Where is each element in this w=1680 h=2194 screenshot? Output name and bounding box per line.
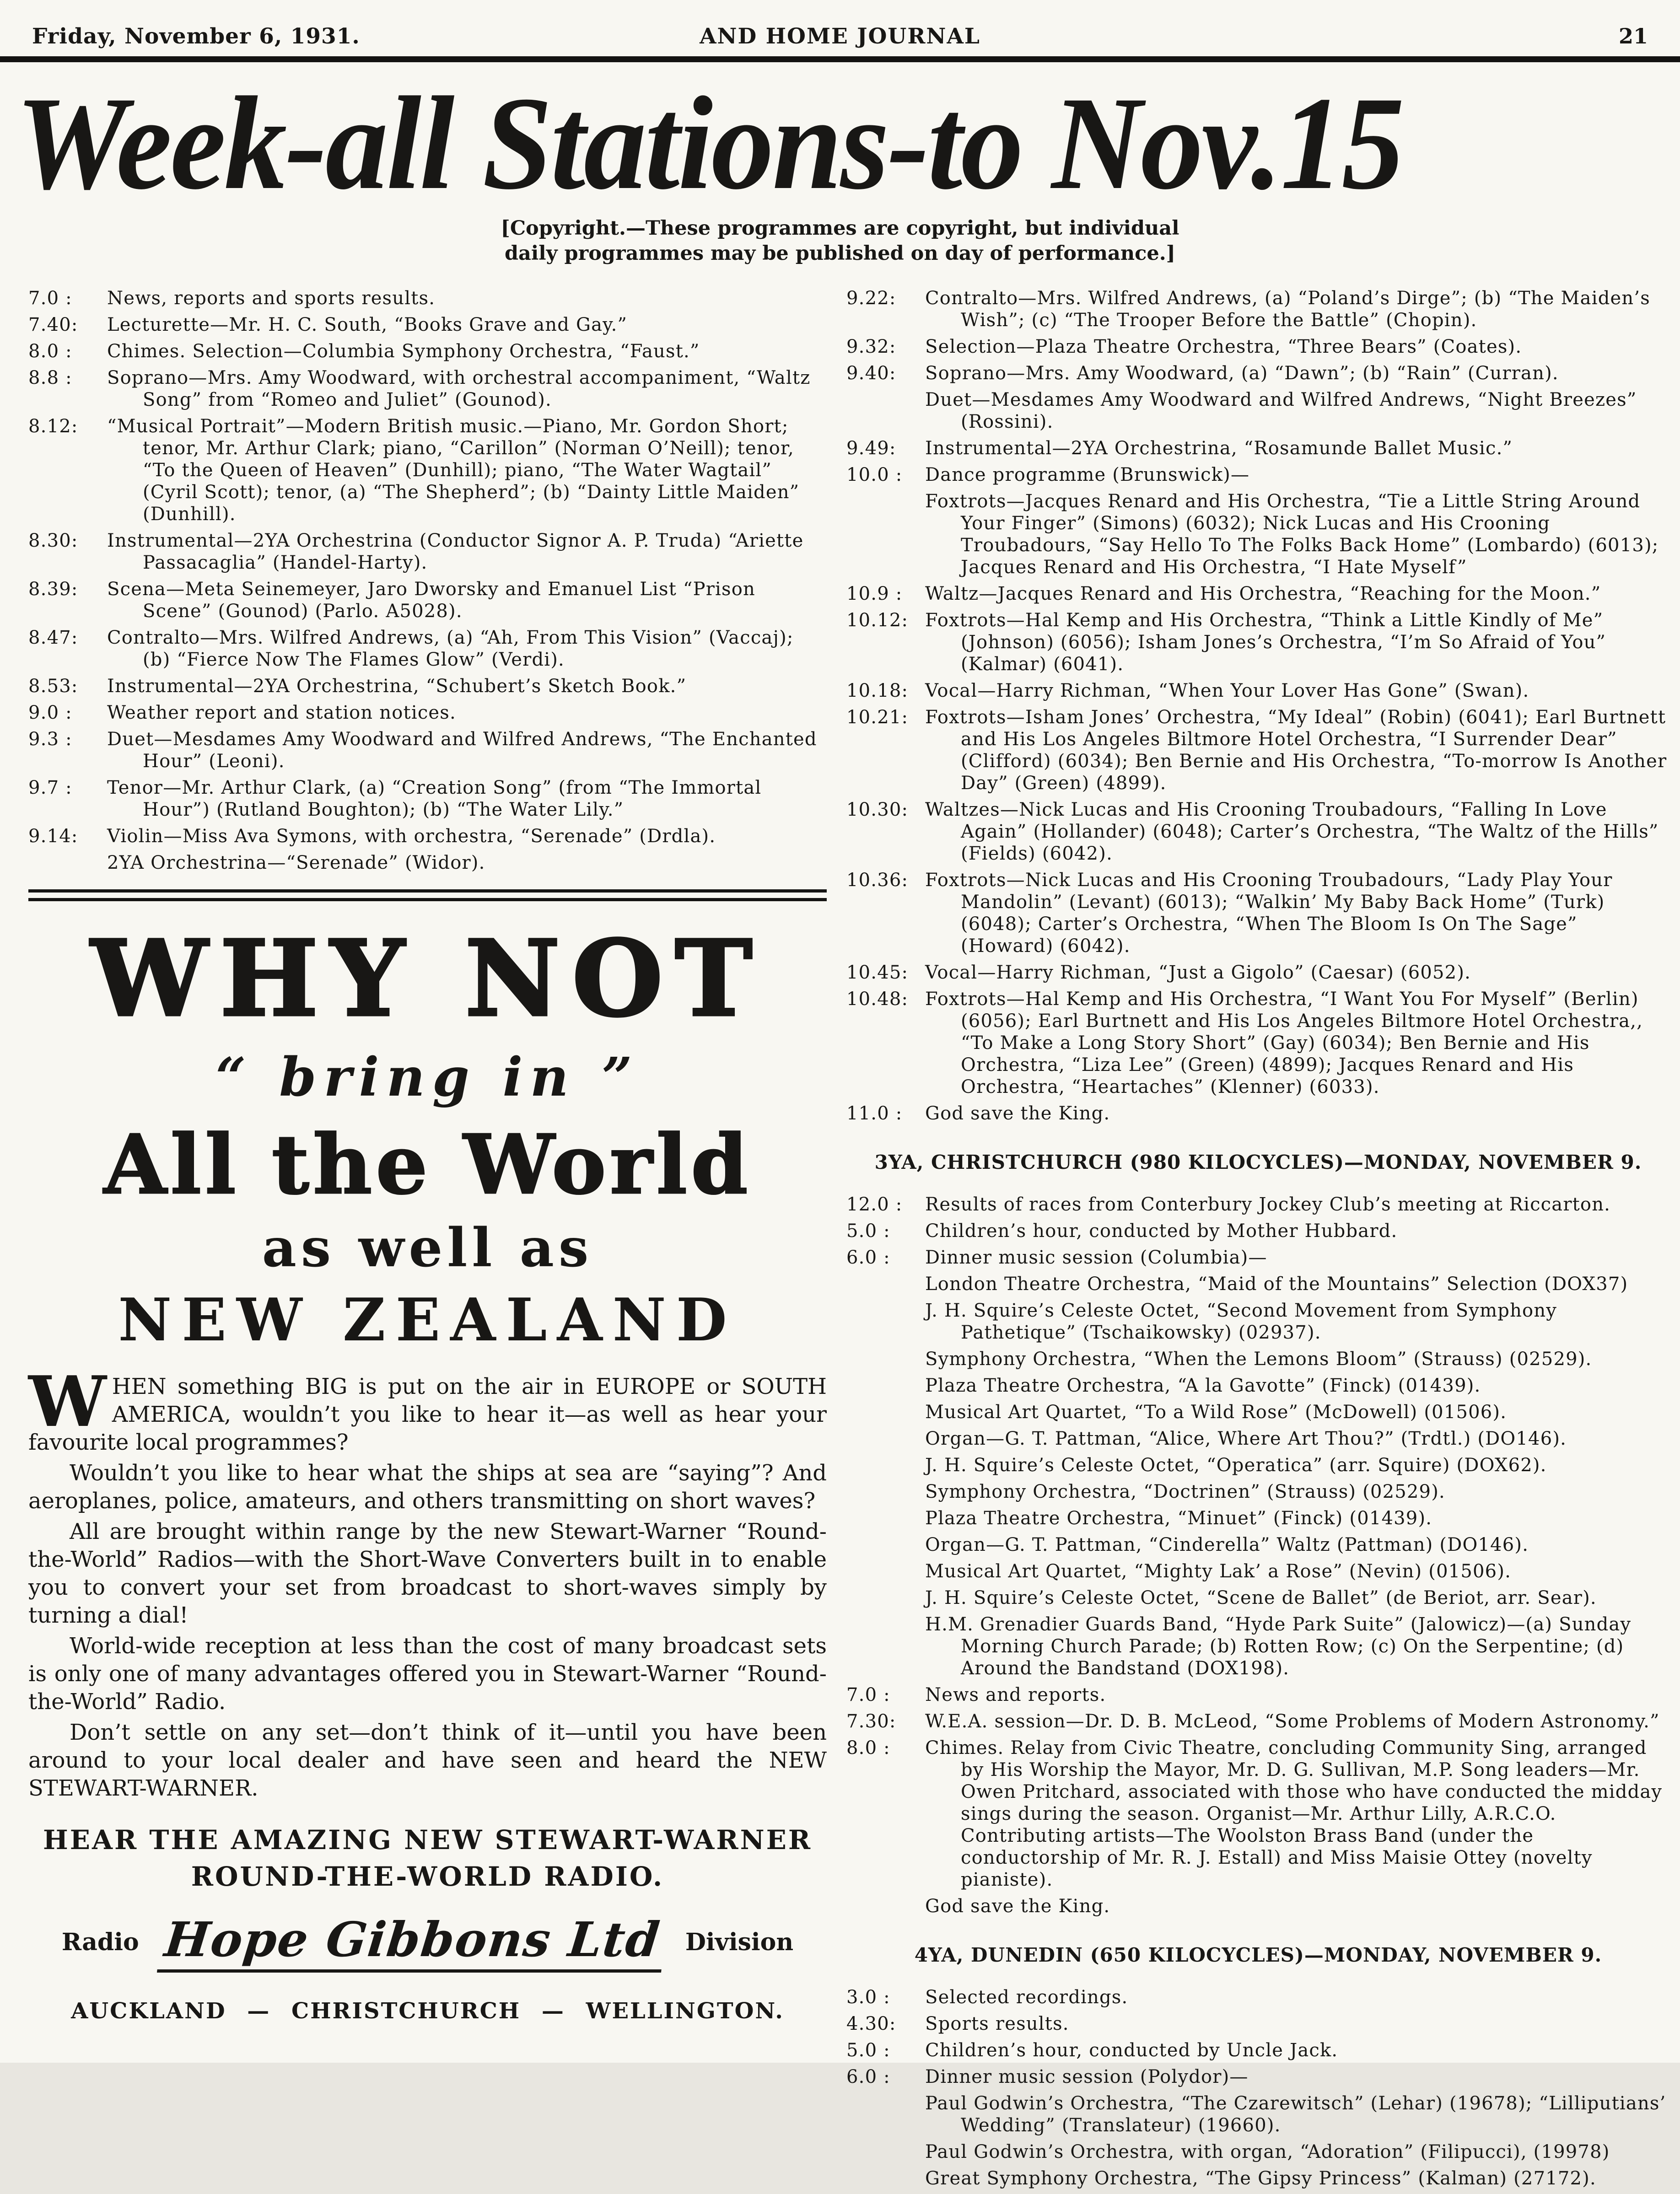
programme-entry: [28, 702, 827, 724]
entry-text: Foxtrots—Isham Jones’ Orchestra, “My Ideal” (Robin) (6041); Earl Burtnett and His Los Angeles Biltmore Hotel Orchestra, “I Surrender Dear” (Clifford) (6034); Ben Bernie and His Orchestra, “To-morrow Is Another Day” (Green) (4899).: [925, 707, 1667, 794]
programme-entry: [846, 962, 1670, 984]
entry-text: Great Symphony Orchestra, “The Gipsy Princess” (Kalman) (27172).: [925, 2168, 1596, 2189]
entry-text: Dinner music session (Polydor)—: [925, 2066, 1249, 2087]
programme-entry: [846, 1986, 1670, 2008]
entry-text: Duet—Mesdames Amy Woodward and Wilfred Andrews, “Night Breezes” (Rossini).: [925, 389, 1637, 432]
entry-text: J. H. Squire’s Celeste Octet, “Scene de Ballet” (de Beriot, arr. Sear).: [925, 1587, 1597, 1608]
programme-entry: [846, 1220, 1670, 1242]
programme-entry: [846, 1194, 1670, 1215]
programme-entry: [846, 706, 1670, 794]
programme-entry: [846, 490, 1670, 578]
header-rule: [0, 56, 1680, 62]
entry-text: Foxtrots—Hal Kemp and His Orchestra, “I Want You For Myself” (Berlin) (6056); Earl Burtnett and His Los Angeles Biltmore Hotel Orchestra,, “To Make a Long Story Short” (Gay) (6034); Ben Bernie and His Orchestra, “Liza Lee” (Green) (4899); Jacques Renard and His Orchestra, “Heartaches” (Klenner) (6033).: [925, 989, 1643, 1097]
entry-text: Plaza Theatre Orchestra, “Minuet” (Finck) (01439).: [925, 1508, 1432, 1529]
ad-paragraph-2: Wouldn’t you like to hear what the ships at sea are “saying”? And aeroplanes, police, amateurs, and others transmitting on short waves?: [28, 1460, 827, 1514]
entry-text: Chimes. Selection—Columbia Symphony Orchestra, “Faust.”: [107, 341, 700, 362]
programme-entry: [846, 1684, 1670, 1706]
entry-text: News and reports.: [925, 1684, 1106, 1705]
programme-entry: [28, 728, 827, 772]
programme-entry: [846, 1587, 1670, 1609]
entry-text: Foxtrots—Nick Lucas and His Crooning Troubadours, “Lady Play Your Mandolin” (Levant) (6013); “Walkin’ My Baby Back Home” (Turk) (6048); Carter’s Orchestra, “When The Bloom Is On The Sage” (Howard) (6042).: [925, 870, 1613, 957]
programme-entry: [846, 680, 1670, 702]
programme-entry: [846, 1613, 1670, 1679]
entry-text: London Theatre Orchestra, “Maid of the Mountains” Selection (DOX37): [925, 1274, 1628, 1295]
programme-entry: [846, 1247, 1670, 1269]
programme-entry: [846, 437, 1670, 459]
programme-entry: [28, 852, 827, 874]
entry-text: God save the King.: [925, 1896, 1110, 1917]
entry-text: Instrumental—2YA Orchestrina, “Schubert’s Sketch Book.”: [107, 676, 687, 697]
page-header: [0, 0, 1680, 49]
entry-text: Paul Godwin’s Orchestra, “The Czarewitsch” (Lehar) (19678); “Lilliputians’ Wedding” (Translateur) (19660).: [925, 2093, 1666, 2136]
entry-text: J. H. Squire’s Celeste Octet, “Second Movement from Symphony Pathetique” (Tschaikowsky) (02937).: [925, 1300, 1557, 1343]
entry-text: Organ—G. T. Pattman, “Cinderella” Waltz (Pattman) (DO146).: [925, 1534, 1529, 1555]
entry-time: 12.0 :: [846, 1194, 903, 1215]
entry-text: Children’s hour, conducted by Mother Hubbard.: [925, 1221, 1398, 1242]
ad-headline-as-well-as: as well as: [262, 1217, 593, 1279]
entry-text: Foxtrots—Jacques Renard and His Orchestra, “Tie a Little String Around Your Finger” (Simons) (6032); Nick Lucas and His Crooning Troubadours, “Say Hello To The Folks Back Home” (Lombardo) (6013); Jacques Renard and His Orchestra, “I Hate Myself”: [925, 491, 1659, 578]
ad-paragraph-3: All are brought within range by the new Stewart-Warner “Round-the-World” Radios—with the Short-Wave Converters built in to enable you to convert your set from broadcast to short-waves simply by turning a dial!: [28, 1519, 827, 1628]
programme-entry: [846, 1454, 1670, 1476]
entry-text: Dance programme (Brunswick)—: [925, 464, 1250, 485]
programme-entry: [28, 578, 827, 622]
programme-entry: [28, 825, 827, 847]
entry-time: 10.48:: [846, 989, 909, 1010]
entry-text: Vocal—Harry Richman, “When Your Lover Has Gone” (Swan).: [925, 680, 1529, 701]
programme-entry: [846, 1895, 1670, 1917]
entry-text: Soprano—Mrs. Amy Woodward, (a) “Dawn”; (b) “Rain” (Curran).: [925, 363, 1559, 384]
entry-text: Foxtrots—Hal Kemp and His Orchestra, “Think a Little Kindly of Me” (Johnson) (6056); Isham Jones’s Orchestra, “I’m So Afraid of You” (Kalmar) (6041).: [925, 610, 1606, 675]
programme-entry: [846, 799, 1670, 865]
entry-text: Duet—Mesdames Amy Woodward and Wilfred Andrews, “The Enchanted Hour” (Leoni).: [107, 729, 817, 772]
entry-text: Sports results.: [925, 2013, 1069, 2034]
entry-time: 9.3 :: [28, 729, 72, 750]
programme-entry: [846, 1710, 1670, 1732]
programme-entry: [28, 675, 827, 697]
entry-text: Selection—Plaza Theatre Orchestra, “Three Bears” (Coates).: [925, 336, 1522, 357]
ad-headline-new-zealand: NEW ZEALAND: [118, 1286, 737, 1355]
entry-text: Violin—Miss Ava Symons, with orchestra, “Serenade” (Drdla).: [107, 826, 716, 847]
entry-time: 5.0 :: [846, 2040, 890, 2061]
entry-time: 8.30:: [28, 530, 78, 551]
ad-paragraph-1: WHEN something BIG is put on the air in EUROPE or SOUTH AMERICA, wouldn’t you like to hear it—as well as hear your favourite local programmes?: [28, 1360, 827, 1455]
ad-brand-script-logo: Hope Gibbons Ltd: [157, 1911, 668, 1973]
copyright-line-1: [Copyright.—These programmes are copyright, but individual: [501, 217, 1179, 240]
programme-entry: [28, 777, 827, 821]
entry-text: Symphony Orchestra, “Doctrinen” (Strauss) (02529).: [925, 1481, 1445, 1502]
ad-paragraph-5: Don’t settle on any set—don’t think of it—until you have been around to your local dealer and have seen and heard the NEW STEWART-WARNER.: [28, 1720, 827, 1801]
entry-text: Paul Godwin’s Orchestra, with organ, “Adoration” (Filipucci), (19978): [925, 2141, 1610, 2162]
programme-entry: [846, 2141, 1670, 2163]
header-page-number: 21: [1618, 24, 1648, 48]
entry-time: 8.8 :: [28, 367, 72, 388]
entry-text: Instrumental—2YA Orchestrina (Conductor Signor A. P. Truda) “Ariette Passacaglia” (Handel-Harty).: [107, 530, 804, 573]
programme-entry: [846, 1481, 1670, 1503]
programme-entry: [846, 1348, 1670, 1370]
entry-text: Weather report and station notices.: [107, 702, 456, 723]
entry-time: 3.0 :: [846, 1987, 890, 2008]
entry-time: 10.18:: [846, 680, 909, 701]
entry-time: 6.0 :: [846, 1247, 890, 1268]
programme-entry: [846, 1375, 1670, 1397]
entry-text: Soprano—Mrs. Amy Woodward, with orchestral accompaniment, “Waltz Song” from “Romeo and Juliet” (Gounod).: [107, 367, 811, 410]
programme-entry: [28, 314, 827, 336]
entry-time: 10.21:: [846, 707, 909, 728]
programme-entry: [846, 2013, 1670, 2035]
entry-time: 9.40:: [846, 363, 896, 384]
ad-headline-bring-in: “ bring in ”: [215, 1046, 640, 1108]
entry-text: Lecturette—Mr. H. C. South, “Books Grave and Gay.”: [107, 314, 628, 335]
programme-listings-left: [28, 287, 827, 874]
column-right: [846, 287, 1670, 2194]
columns: [0, 287, 1680, 2189]
programme-entry: [846, 583, 1670, 605]
entry-text: Vocal—Harry Richman, “Just a Gigolo” (Caesar) (6052).: [925, 962, 1471, 983]
ad-body-copy: [28, 1360, 827, 1802]
entry-text: Scena—Meta Seinemeyer, Jaro Dworsky and Emanuel List “Prison Scene” (Gounod) (Parlo. A5028).: [107, 579, 755, 622]
programme-entry: [846, 362, 1670, 384]
entry-time: 9.0 :: [28, 702, 72, 723]
station-heading-4ya-dunedin: 4YA, DUNEDIN (650 KILOCYCLES)—MONDAY, NOVEMBER 9.: [914, 1944, 1602, 1966]
entry-time: 6.0 :: [846, 2066, 890, 2087]
entry-text: Musical Art Quartet, “To a Wild Rose” (McDowell) (01506).: [925, 1402, 1507, 1423]
entry-time: 7.0 :: [846, 1684, 890, 1705]
entry-time: 8.0 :: [846, 1737, 890, 1758]
programme-entry: [846, 1102, 1670, 1124]
column-left: [28, 287, 827, 2024]
entry-text: Selected recordings.: [925, 1987, 1128, 2008]
programme-entry: [28, 340, 827, 362]
ad-brand-suffix: Division: [685, 1928, 794, 1956]
programme-listings-right: [846, 287, 1670, 1124]
programme-entry: [846, 1507, 1670, 1529]
programme-entry: [846, 1273, 1670, 1295]
programme-entry: [846, 988, 1670, 1098]
entry-text: Contralto—Mrs. Wilfred Andrews, (a) “Ah, From This Vision” (Vaccaj); (b) “Fierce Now The Flames Glow” (Verdi).: [107, 627, 794, 670]
entry-text: Dinner music session (Columbia)—: [925, 1247, 1267, 1268]
entry-text: Contralto—Mrs. Wilfred Andrews, (a) “Poland’s Dirge”; (b) “The Maiden’s Wish”; (c) “The Trooper Before the Battle” (Chopin).: [925, 288, 1650, 331]
entry-time: 10.0 :: [846, 464, 903, 485]
entry-text: Musical Art Quartet, “Mighty Lak’ a Rose” (Nevin) (01506).: [925, 1561, 1512, 1582]
entry-time: 11.0 :: [846, 1103, 903, 1124]
copyright-note: [348, 216, 1332, 266]
programme-entry: [846, 464, 1670, 486]
programme-entry: [846, 1300, 1670, 1344]
entry-text: H.M. Grenadier Guards Band, “Hyde Park Suite” (Jalowicz)—(a) Sunday Morning Church Parade; (b) Rotten Row; (c) On the Serpentine; (d) Around the Bandstand (DOX198).: [925, 1614, 1632, 1679]
entry-text: God save the King.: [925, 1103, 1110, 1124]
page-title: Week-all Stations-to Nov.15: [16, 70, 1403, 217]
entry-time: 9.49:: [846, 438, 896, 459]
programme-entry: [846, 389, 1670, 433]
programme-entry: [846, 336, 1670, 358]
entry-text: News, reports and sports results.: [107, 288, 436, 309]
ad-cta-line-2: ROUND-THE-WORLD RADIO.: [191, 1861, 664, 1892]
programme-entry: [846, 1534, 1670, 1556]
programme-entry: [28, 367, 827, 411]
programme-entry: [846, 609, 1670, 675]
entry-text: Instrumental—2YA Orchestrina, “Rosamunde Ballet Music.”: [925, 438, 1513, 459]
ad-paragraph-4: World-wide reception at less than the cost of many broadcast sets is only one of many advantages offered you in Stewart-Warner “Round-the-World” Radio.: [28, 1633, 827, 1715]
programme-entry: [846, 1401, 1670, 1423]
double-rule: [28, 889, 827, 901]
entry-time: 9.7 :: [28, 777, 72, 798]
programme-entry: [28, 530, 827, 574]
entry-text: J. H. Squire’s Celeste Octet, “Operatica” (arr. Squire) (DOX62).: [925, 1455, 1547, 1476]
entry-time: 10.36:: [846, 870, 909, 891]
entry-time: 9.14:: [28, 826, 78, 847]
ad-brand-prefix: Radio: [61, 1928, 139, 1956]
entry-time: 10.12:: [846, 610, 909, 631]
entry-time: 7.0 :: [28, 288, 72, 309]
copyright-line-2: daily programmes may be published on day of performance.]: [504, 242, 1176, 265]
programme-entry: [28, 287, 827, 309]
programme-entry: [846, 1737, 1670, 1891]
entry-time: 7.30:: [846, 1711, 896, 1732]
programme-entry: [846, 287, 1670, 331]
entry-text: Children’s hour, conducted by Uncle Jack.: [925, 2040, 1338, 2061]
entry-text: Tenor—Mr. Arthur Clark, (a) “Creation Song” (from “The Immortal Hour”) (Rutland Boughton); (b) “The Water Lily.”: [107, 777, 762, 820]
ad-call-to-action: [28, 1822, 827, 1895]
programme-entry: [846, 869, 1670, 957]
entry-text: Organ—G. T. Pattman, “Alice, Where Art Thou?” (Trdtl.) (DO146).: [925, 1428, 1567, 1449]
header-date: Friday, November 6, 1931.: [32, 24, 360, 49]
entry-time: 8.53:: [28, 676, 78, 697]
entry-text: “Musical Portrait”—Modern British music.—Piano, Mr. Gordon Short; tenor, Mr. Arthur Clark; piano, “Carillon” (Norman O’Neill); tenor, “To the Queen of Heaven” (Dunhill); piano, “The Water Wagtail” (Cyril Scott); tenor, (a) “The Shepherd”; (b) “Dainty Little Maiden” (Dunhill).: [107, 416, 800, 525]
programme-listings-3ya: [846, 1194, 1670, 1917]
entry-time: 8.12:: [28, 416, 78, 437]
entry-text: Waltzes—Nick Lucas and His Crooning Troubadours, “Falling In Love Again” (Hollander) (6048); Carter’s Orchestra, “The Waltz of the Hills” (Fields) (6042).: [925, 799, 1659, 864]
entry-time: 9.22:: [846, 288, 896, 309]
programme-entry: [846, 1560, 1670, 1582]
ad-headline-all-the-world: All the World: [103, 1117, 752, 1212]
entry-time: 8.47:: [28, 627, 78, 648]
header-journal-title: AND HOME JOURNAL: [700, 24, 980, 49]
programme-entry: [846, 2066, 1670, 2088]
entry-time: 10.9 :: [846, 583, 903, 604]
stewart-warner-advertisement: [28, 917, 827, 2024]
entry-text: Chimes. Relay from Civic Theatre, concluding Community Sing, arranged by His Worship the Mayor, Mr. D. G. Sullivan, M.P. Song leaders—Mr. Owen Pritchard, associated with those who have conducted the midday sings during the season. Organist—Mr. Arthur Lilly, A.R.C.O. Contributing artists—The Woolston Brass Band (under the conductorship of Mr. R. J. Estall) and Miss Maisie Ottey (novelty pianiste).: [925, 1737, 1663, 1890]
programme-entry: [846, 2167, 1670, 2189]
ad-headline-why-not: WHY NOT: [91, 917, 765, 1040]
programme-listings-4ya: [846, 1986, 1670, 2189]
entry-time: 4.30:: [846, 2013, 896, 2034]
entry-time: 5.0 :: [846, 1221, 890, 1242]
entry-time: 9.32:: [846, 336, 896, 357]
entry-text: Results of races from Conterbury Jockey Club’s meeting at Riccarton.: [925, 1194, 1611, 1215]
programme-entry: [846, 2092, 1670, 2136]
programme-entry: [28, 627, 827, 671]
entry-time: 8.39:: [28, 579, 78, 600]
entry-time: 10.45:: [846, 962, 909, 983]
ad-cities-line: AUCKLAND — CHRISTCHURCH — WELLINGTON.: [71, 1998, 784, 2024]
entry-text: Plaza Theatre Orchestra, “A la Gavotte” (Finck) (01439).: [925, 1375, 1481, 1396]
station-heading-3ya-christchurch: 3YA, CHRISTCHURCH (980 KILOCYCLES)—MONDAY, NOVEMBER 9.: [874, 1151, 1642, 1173]
programme-entry: [28, 415, 827, 525]
entry-time: 10.30:: [846, 799, 909, 820]
programme-entry: [846, 2039, 1670, 2061]
ad-cta-line-1: HEAR THE AMAZING NEW STEWART-WARNER: [43, 1824, 813, 1855]
ad-brand-line: [28, 1911, 827, 1973]
entry-text: W.E.A. session—Dr. D. B. McLeod, “Some Problems of Modern Astronomy.”: [925, 1711, 1660, 1732]
entry-time: 7.40:: [28, 314, 78, 335]
entry-text: Symphony Orchestra, “When the Lemons Bloom” (Strauss) (02529).: [925, 1349, 1592, 1370]
entry-text: Waltz—Jacques Renard and His Orchestra, “Reaching for the Moon.”: [925, 583, 1601, 604]
entry-time: 8.0 :: [28, 341, 72, 362]
programme-entry: [846, 1428, 1670, 1450]
entry-text: 2YA Orchestrina—“Serenade” (Widor).: [107, 852, 485, 873]
